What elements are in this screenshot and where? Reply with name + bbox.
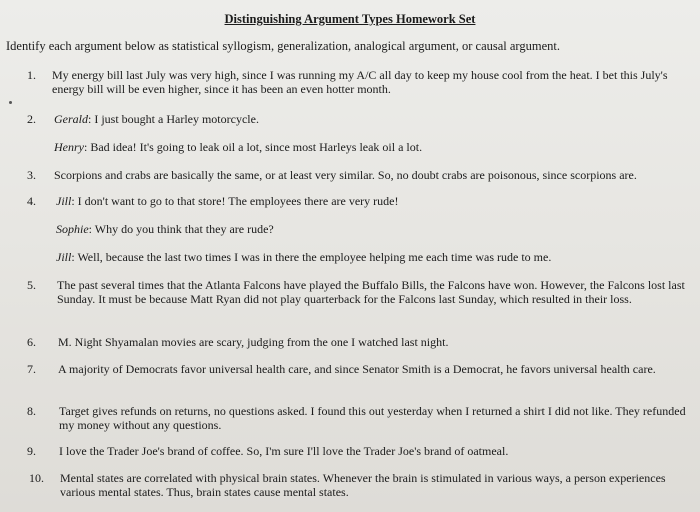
margin-mark: [9, 101, 12, 104]
item-text: The past several times that the Atlanta Falcons have played the Buffalo Bills, the Falcons have won. However, the Falcons lost last Sunday. It must be because Matt Ryan did not play quarterback for the Falcons last Sunday, which resulted in their loss.: [57, 278, 685, 306]
item-text: Gerald: I just bought a Harley motorcycle.: [54, 112, 259, 126]
item-text: Scorpions and crabs are basically the same, or at least very similar. So, no doubt crabs are poisonous, since scorpions are.: [54, 168, 637, 182]
speaker-name: Henry: [54, 140, 84, 154]
item-text: Jill: I don't want to go to that store! The employees there are very rude!: [56, 194, 399, 208]
page-title: Distinguishing Argument Types Homework Set: [224, 12, 476, 26]
item-number: 6.: [27, 335, 36, 349]
speaker-name: Jill: [56, 194, 72, 208]
item-number: 4.: [27, 194, 36, 208]
item-number: 3.: [27, 168, 36, 182]
speaker-name: Jill: [56, 250, 72, 264]
item-text: Target gives refunds on returns, no questions asked. I found this out yesterday when I returned a shirt I did not like. They refunded my money without any questions.: [59, 404, 686, 432]
instructions: Identify each argument below as statistical syllogism, generalization, analogical argument, or causal argument.: [6, 39, 560, 53]
item-text: Mental states are correlated with physical brain states. Whenever the brain is stimulated in various ways, a person experiences various mental states. Thus, brain states cause mental states.: [60, 471, 666, 499]
item-number: 9.: [27, 444, 36, 458]
item-number: 1.: [27, 68, 36, 82]
dialogue-line: Henry: Bad idea! It's going to leak oil a lot, since most Harleys leak oil a lot.: [54, 140, 423, 154]
item-number: 2.: [27, 112, 36, 126]
item-number: 7.: [27, 362, 36, 376]
item-text: A majority of Democrats favor universal health care, and since Senator Smith is a Democrat, he favors universal health care.: [58, 362, 656, 376]
item-text: My energy bill last July was very high, since I was running my A/C all day to keep my house cool from the heat. I bet this July's energy bill will be even higher, since it has been an even hotter month.: [52, 68, 668, 96]
item-number: 5.: [27, 278, 36, 292]
dialogue-line: Jill: Well, because the last two times I was in there the employee helping me each time was rude to me.: [56, 250, 552, 264]
item-text: M. Night Shyamalan movies are scary, judging from the one I watched last night.: [58, 335, 449, 349]
item-number: 10.: [29, 471, 44, 485]
item-number: 8.: [27, 404, 36, 418]
speaker-name: Gerald: [54, 112, 88, 126]
item-text: I love the Trader Joe's brand of coffee. So, I'm sure I'll love the Trader Joe's brand of oatmeal.: [59, 444, 509, 458]
speaker-name: Sophie: [56, 222, 89, 236]
dialogue-line: Sophie: Why do you think that they are rude?: [56, 222, 274, 236]
